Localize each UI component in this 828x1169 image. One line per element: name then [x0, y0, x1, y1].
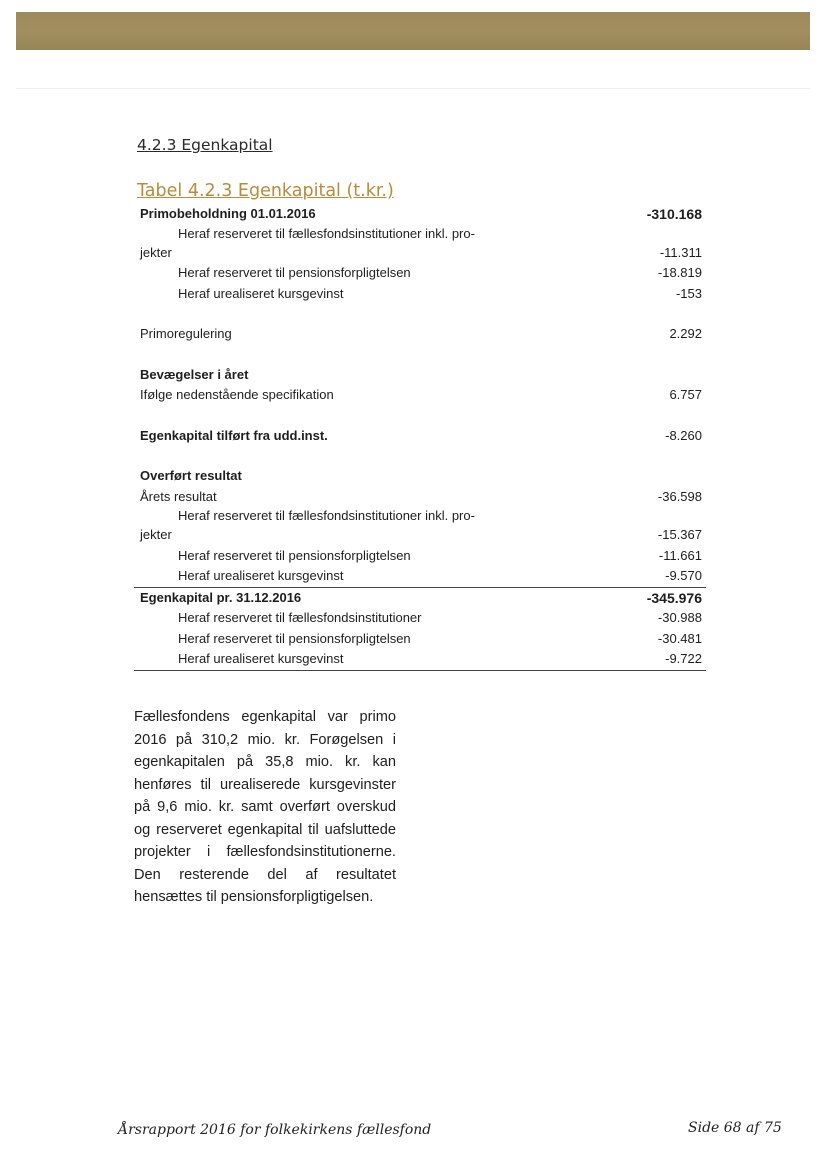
row-label: Heraf reserveret til fællesfondsinstitutioner	[178, 610, 422, 625]
row-label: Primoregulering	[140, 326, 232, 341]
row-label: Heraf reserveret til pensionsforpligtelsen	[178, 630, 411, 646]
page-number: Side 68 af 75	[688, 1120, 782, 1136]
spacer	[134, 345, 706, 365]
row-value: -153	[675, 285, 702, 301]
row-label: Heraf reserveret til pensionsforpligtelsen	[178, 265, 411, 280]
row-label: Heraf reserveret til fællesfondsinstitutioner inkl. pro-	[178, 225, 475, 241]
body-paragraph: Fællesfondens egenkapital var primo 2016 på 310,2 mio. kr. Forøgelsen i egenkapitalen på 35,8 mio. kr. kan henføres til urealiserede kursgevinster på 9,6 mio. kr. samt overført overskud og reserveret egenkapital til uafsluttede projekter i fællesfondsinstitutionerne. Den resterende del af resultatet hensættes til pensionsforpligtigelsen.	[134, 709, 396, 905]
row-label: Ifølge nedenstående specifikation	[140, 387, 334, 402]
spacer	[134, 446, 706, 466]
table-row	[134, 487, 706, 508]
table-row	[134, 284, 706, 305]
row-value: -18.819	[657, 265, 702, 280]
row-label: Bevægelser i året	[140, 366, 249, 382]
table-row	[134, 365, 706, 386]
row-value: -9.570	[665, 568, 702, 583]
row-label: Heraf urealiseret kursgevinst	[178, 285, 344, 301]
table-title: Tabel 4.2.3 Egenkapital (t.kr.)	[137, 181, 394, 201]
divider	[16, 88, 810, 89]
table-row	[134, 426, 706, 447]
row-value: 2.292	[669, 326, 702, 341]
table-row	[134, 225, 706, 243]
row-value: -345.976	[646, 589, 702, 606]
table-row	[134, 507, 706, 525]
row-value: -36.598	[657, 488, 702, 504]
row-label: Heraf urealiseret kursgevinst	[178, 651, 344, 666]
table-row	[134, 324, 706, 345]
table-row	[134, 385, 706, 406]
row-value: -11.311	[659, 244, 702, 260]
row-value: -8.260	[665, 427, 702, 443]
row-value: -11.661	[658, 547, 702, 563]
table-row	[134, 629, 706, 650]
section-heading: 4.2.3 Egenkapital	[137, 136, 273, 154]
table-row	[134, 546, 706, 567]
row-value: 6.757	[669, 387, 702, 402]
row-label: jekter	[140, 527, 172, 542]
header-band	[16, 12, 810, 50]
row-label: Heraf reserveret til fællesfondsinstitutioner inkl. pro-	[178, 508, 475, 523]
table-row	[134, 263, 706, 284]
row-label: Overført resultat	[140, 468, 242, 483]
footer-title: Årsrapport 2016 for folkekirkens fællesfond	[118, 1122, 432, 1138]
spacer	[134, 406, 706, 426]
row-label: Egenkapital pr. 31.12.2016	[140, 589, 302, 605]
spacer	[134, 304, 706, 324]
table-row	[134, 243, 706, 264]
table-row	[134, 525, 706, 546]
row-label: jekter	[140, 244, 172, 260]
table-row	[134, 608, 706, 629]
table-row	[134, 566, 706, 587]
row-label: Årets resultat	[140, 488, 217, 504]
row-value: -30.481	[657, 630, 702, 646]
row-value: -310.168	[646, 206, 702, 222]
row-value: -30.988	[657, 610, 702, 625]
equity-table	[134, 204, 706, 671]
table-row-total	[134, 587, 706, 609]
row-label: Egenkapital tilført fra udd.inst.	[140, 427, 328, 443]
row-label: Heraf reserveret til pensionsforpligtelsen	[178, 547, 411, 563]
row-value: -9.722	[665, 651, 702, 666]
row-label: Primobeholdning 01.01.2016	[140, 206, 316, 221]
row-value: -15.367	[657, 527, 702, 542]
table-row	[134, 204, 706, 225]
table-row	[134, 466, 706, 487]
row-label: Heraf urealiseret kursgevinst	[178, 568, 344, 583]
table-row	[134, 649, 706, 671]
